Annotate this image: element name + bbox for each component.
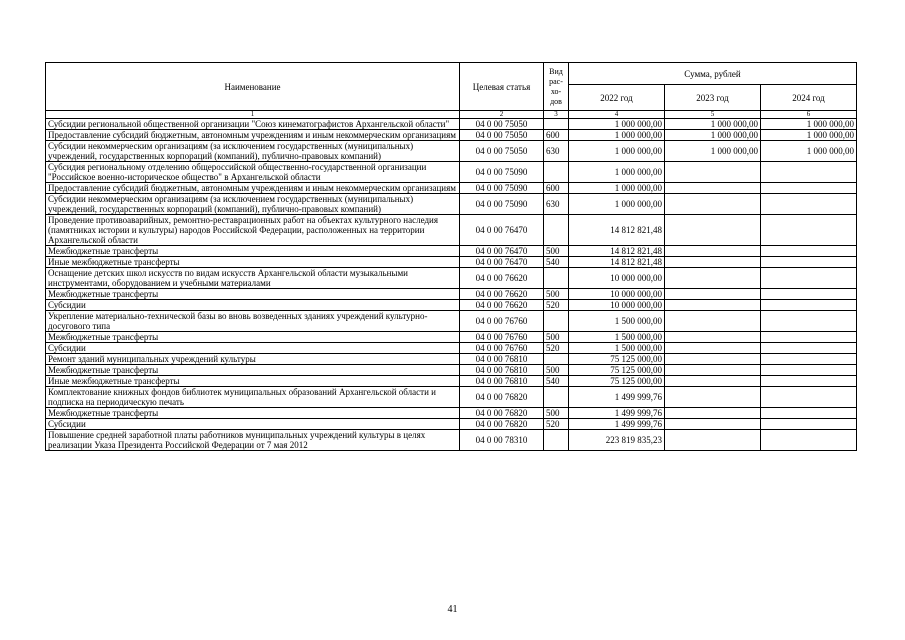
column-number: 1 <box>46 111 460 119</box>
row-amount-2023 <box>665 257 761 268</box>
header-name: Наименование <box>46 63 460 111</box>
row-amount-2022: 1 000 000,00 <box>569 162 665 183</box>
row-expense-type <box>544 268 569 289</box>
row-target-article: 04 0 00 76760 <box>460 311 544 332</box>
row-amount-2022: 1 000 000,00 <box>569 141 665 162</box>
row-amount-2022: 75 125 000,00 <box>569 376 665 387</box>
table-row <box>46 183 857 194</box>
row-amount-2022: 14 812 821,48 <box>569 215 665 246</box>
row-expense-type: 500 <box>544 289 569 300</box>
row-amount-2024 <box>761 183 857 194</box>
header-year-2024: 2024 год <box>761 85 857 111</box>
row-name: Ремонт зданий муниципальных учреждений культуры <box>46 354 460 365</box>
row-name: Межбюджетные трансферты <box>46 246 460 257</box>
row-expense-type: 520 <box>544 343 569 354</box>
row-amount-2023 <box>665 365 761 376</box>
row-amount-2024: 1 000 000,00 <box>761 141 857 162</box>
row-amount-2023 <box>665 183 761 194</box>
row-amount-2022: 1 499 999,76 <box>569 408 665 419</box>
row-expense-type <box>544 311 569 332</box>
row-amount-2022: 14 812 821,48 <box>569 246 665 257</box>
row-amount-2024 <box>761 246 857 257</box>
row-amount-2022: 75 125 000,00 <box>569 365 665 376</box>
row-amount-2024: 1 000 000,00 <box>761 119 857 130</box>
row-amount-2023 <box>665 354 761 365</box>
row-target-article: 04 0 00 76820 <box>460 387 544 408</box>
row-name: Субсидии региональной общественной организации "Союз кинематографистов Архангельской области" <box>46 119 460 130</box>
column-number: 5 <box>665 111 761 119</box>
column-number: 3 <box>544 111 569 119</box>
table-row <box>46 430 857 451</box>
row-name: Межбюджетные трансферты <box>46 408 460 419</box>
table-row <box>46 376 857 387</box>
table-row <box>46 257 857 268</box>
row-name: Субсидии <box>46 419 460 430</box>
row-amount-2024 <box>761 257 857 268</box>
row-target-article: 04 0 00 75090 <box>460 194 544 215</box>
row-amount-2024 <box>761 268 857 289</box>
column-number-row <box>46 111 857 119</box>
row-amount-2024 <box>761 387 857 408</box>
table-row <box>46 408 857 419</box>
row-target-article: 04 0 00 76620 <box>460 268 544 289</box>
row-target-article: 04 0 00 76820 <box>460 419 544 430</box>
row-amount-2022: 1 000 000,00 <box>569 183 665 194</box>
row-expense-type: 630 <box>544 141 569 162</box>
row-amount-2023 <box>665 376 761 387</box>
row-name: Иные межбюджетные трансферты <box>46 376 460 387</box>
table-row <box>46 311 857 332</box>
row-expense-type: 540 <box>544 257 569 268</box>
row-target-article: 04 0 00 76470 <box>460 257 544 268</box>
table-row <box>46 365 857 376</box>
row-name: Оснащение детских школ искусств по видам искусств Архангельской области музыкальными инструментами, оборудованием и учебными материалами <box>46 268 460 289</box>
table-row <box>46 354 857 365</box>
table-body <box>46 119 857 451</box>
row-amount-2023 <box>665 332 761 343</box>
budget-table <box>45 62 857 451</box>
row-amount-2024 <box>761 343 857 354</box>
row-target-article: 04 0 00 76470 <box>460 215 544 246</box>
table-row <box>46 194 857 215</box>
row-target-article: 04 0 00 76760 <box>460 343 544 354</box>
row-target-article: 04 0 00 75050 <box>460 141 544 162</box>
row-expense-type: 520 <box>544 419 569 430</box>
row-target-article: 04 0 00 78310 <box>460 430 544 451</box>
header-sum: Сумма, рублей <box>569 63 857 85</box>
row-target-article: 04 0 00 76820 <box>460 408 544 419</box>
row-amount-2024: 1 000 000,00 <box>761 130 857 141</box>
header-year-2023: 2023 год <box>665 85 761 111</box>
row-target-article: 04 0 00 75050 <box>460 119 544 130</box>
row-amount-2023: 1 000 000,00 <box>665 141 761 162</box>
row-target-article: 04 0 00 76760 <box>460 332 544 343</box>
row-amount-2023 <box>665 246 761 257</box>
row-amount-2022: 1 499 999,76 <box>569 387 665 408</box>
row-amount-2022: 14 812 821,48 <box>569 257 665 268</box>
row-name: Предоставление субсидий бюджетным, автономным учреждениям и иным некоммерческим организациям <box>46 183 460 194</box>
header-expense-type: Вид рас-хо-дов <box>544 63 569 111</box>
row-amount-2023 <box>665 408 761 419</box>
row-expense-type <box>544 387 569 408</box>
row-amount-2023 <box>665 194 761 215</box>
row-amount-2022: 10 000 000,00 <box>569 268 665 289</box>
row-amount-2023 <box>665 300 761 311</box>
table-row <box>46 289 857 300</box>
column-number: 4 <box>569 111 665 119</box>
table-row <box>46 343 857 354</box>
row-amount-2022: 1 500 000,00 <box>569 332 665 343</box>
row-amount-2022: 10 000 000,00 <box>569 289 665 300</box>
row-amount-2023 <box>665 311 761 332</box>
table-row <box>46 119 857 130</box>
row-amount-2023 <box>665 215 761 246</box>
row-amount-2023 <box>665 430 761 451</box>
row-amount-2024 <box>761 376 857 387</box>
row-name: Межбюджетные трансферты <box>46 365 460 376</box>
header-year-2022: 2022 год <box>569 85 665 111</box>
column-number: 6 <box>761 111 857 119</box>
table-row <box>46 246 857 257</box>
row-expense-type: 600 <box>544 183 569 194</box>
row-amount-2023: 1 000 000,00 <box>665 119 761 130</box>
row-amount-2024 <box>761 300 857 311</box>
row-expense-type <box>544 119 569 130</box>
row-amount-2024 <box>761 354 857 365</box>
row-name: Субсидия региональному отделению общероссийской общественно-государственной организации "Российское военно-историческое общество" в Архангельской области <box>46 162 460 183</box>
row-expense-type: 500 <box>544 365 569 376</box>
row-amount-2022: 1 500 000,00 <box>569 311 665 332</box>
row-name: Предоставление субсидий бюджетным, автономным учреждениям и иным некоммерческим организациям <box>46 130 460 141</box>
row-name: Комплектование книжных фондов библиотек муниципальных образований Архангельской области и подписка на периодическую печать <box>46 387 460 408</box>
row-amount-2022: 10 000 000,00 <box>569 300 665 311</box>
row-amount-2022: 223 819 835,23 <box>569 430 665 451</box>
row-amount-2022: 1 000 000,00 <box>569 130 665 141</box>
row-target-article: 04 0 00 76470 <box>460 246 544 257</box>
row-expense-type: 500 <box>544 246 569 257</box>
row-amount-2024 <box>761 194 857 215</box>
row-amount-2022: 1 000 000,00 <box>569 194 665 215</box>
table-row <box>46 268 857 289</box>
row-name: Проведение противоаварийных, ремонтно-реставрационных работ на объектах культурного наследия (памятниках истории и культуры) народов Российской Федерации, расположенных на территории Архангельской области <box>46 215 460 246</box>
row-amount-2024 <box>761 289 857 300</box>
row-target-article: 04 0 00 75090 <box>460 183 544 194</box>
row-expense-type <box>544 215 569 246</box>
row-amount-2024 <box>761 408 857 419</box>
table-row <box>46 387 857 408</box>
table-row <box>46 141 857 162</box>
table-row <box>46 300 857 311</box>
row-amount-2024 <box>761 419 857 430</box>
row-amount-2023 <box>665 419 761 430</box>
row-target-article: 04 0 00 76810 <box>460 376 544 387</box>
row-amount-2022: 1 500 000,00 <box>569 343 665 354</box>
row-name: Повышение средней заработной платы работников муниципальных учреждений культуры в целях реализации Указа Президента Российской Федерации от 7 мая 2012 <box>46 430 460 451</box>
row-amount-2024 <box>761 365 857 376</box>
row-expense-type: 520 <box>544 300 569 311</box>
row-expense-type: 540 <box>544 376 569 387</box>
row-amount-2024 <box>761 430 857 451</box>
row-expense-type <box>544 430 569 451</box>
row-target-article: 04 0 00 76620 <box>460 289 544 300</box>
row-target-article: 04 0 00 76620 <box>460 300 544 311</box>
row-name: Субсидии некоммерческим организациям (за исключением государственных (муниципальных) учреждений, государственных корпораций (компаний), публично-правовых компаний) <box>46 141 460 162</box>
row-amount-2023 <box>665 387 761 408</box>
row-expense-type: 600 <box>544 130 569 141</box>
row-amount-2023 <box>665 268 761 289</box>
page-number: 41 <box>447 604 458 615</box>
row-amount-2024 <box>761 215 857 246</box>
row-amount-2023 <box>665 289 761 300</box>
table-row <box>46 419 857 430</box>
row-target-article: 04 0 00 76810 <box>460 365 544 376</box>
table-row <box>46 215 857 246</box>
row-amount-2023: 1 000 000,00 <box>665 130 761 141</box>
row-name: Межбюджетные трансферты <box>46 289 460 300</box>
row-name: Укрепление материально-технической базы во вновь возведенных зданиях учреждений культурно-досугового типа <box>46 311 460 332</box>
table-row <box>46 332 857 343</box>
row-amount-2022: 75 125 000,00 <box>569 354 665 365</box>
row-amount-2023 <box>665 343 761 354</box>
row-expense-type <box>544 162 569 183</box>
table-row <box>46 130 857 141</box>
table-row <box>46 162 857 183</box>
row-expense-type <box>544 354 569 365</box>
row-name: Иные межбюджетные трансферты <box>46 257 460 268</box>
row-name: Субсидии некоммерческим организациям (за исключением государственных (муниципальных) учреждений, государственных корпораций (компаний), публично-правовых компаний) <box>46 194 460 215</box>
row-target-article: 04 0 00 76810 <box>460 354 544 365</box>
row-amount-2022: 1 499 999,76 <box>569 419 665 430</box>
row-target-article: 04 0 00 75090 <box>460 162 544 183</box>
row-name: Субсидии <box>46 300 460 311</box>
row-expense-type: 630 <box>544 194 569 215</box>
row-amount-2024 <box>761 332 857 343</box>
row-amount-2024 <box>761 162 857 183</box>
column-number: 2 <box>460 111 544 119</box>
row-amount-2024 <box>761 311 857 332</box>
row-amount-2023 <box>665 162 761 183</box>
row-target-article: 04 0 00 75050 <box>460 130 544 141</box>
row-amount-2022: 1 000 000,00 <box>569 119 665 130</box>
header-target-article: Целевая статья <box>460 63 544 111</box>
row-expense-type: 500 <box>544 408 569 419</box>
row-name: Субсидии <box>46 343 460 354</box>
row-name: Межбюджетные трансферты <box>46 332 460 343</box>
row-expense-type: 500 <box>544 332 569 343</box>
